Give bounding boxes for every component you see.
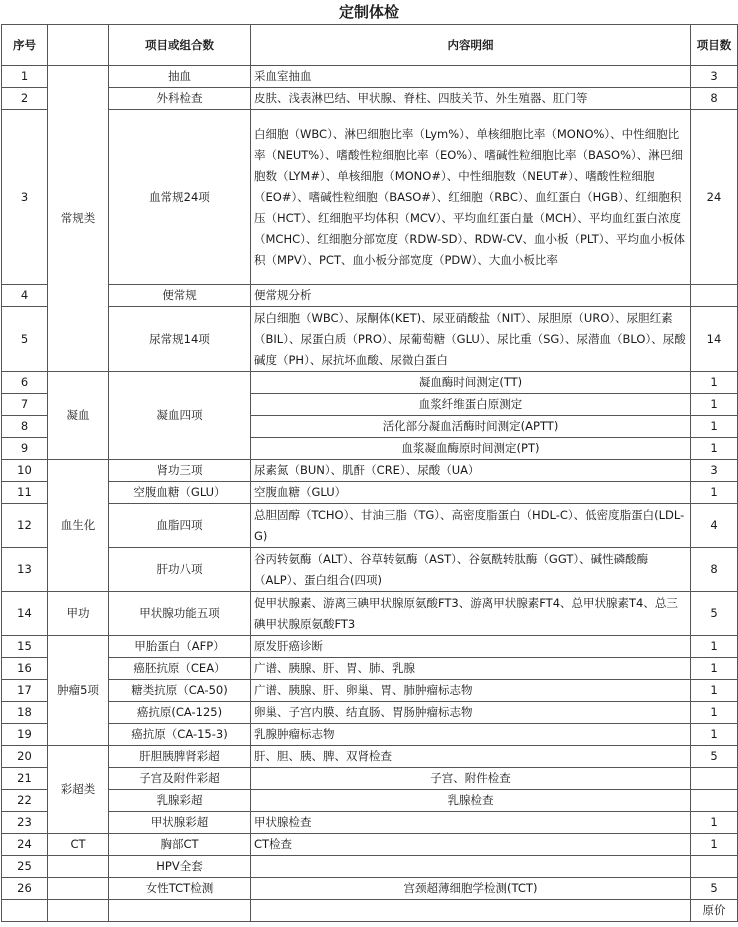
row-detail: 广谱、胰腺、肝、卵巢、胃、肺肿瘤标志物 xyxy=(251,680,691,702)
row-item: HPV全套 xyxy=(109,856,251,878)
row-detail: 乳腺肿瘤标志物 xyxy=(251,724,691,746)
row-no: 9 xyxy=(2,438,48,460)
row-item: 空腹血糖（GLU） xyxy=(109,482,251,504)
row-no: 15 xyxy=(2,636,48,658)
row-item: 肝功八项 xyxy=(109,548,251,592)
table-row xyxy=(2,658,738,680)
category-cell: 凝血 xyxy=(48,372,109,460)
category-cell xyxy=(48,878,109,900)
row-detail: 甲状腺检查 xyxy=(251,812,691,834)
original-price-label: 原价 xyxy=(691,900,738,922)
table-row xyxy=(2,110,738,285)
row-no: 17 xyxy=(2,680,48,702)
row-count: 1 xyxy=(691,482,738,504)
header-detail: 内容明细 xyxy=(251,25,691,66)
row-item: 乳腺彩超 xyxy=(109,790,251,812)
row-detail: 白细胞（WBC）、淋巴细胞比率（Lym%）、单核细胞比率（MONO%）、中性细胞比率（NEUT%）、嗜酸性粒细胞比率（EO%）、嗜碱性粒细胞比率（BASO%）、淋巴细胞数（LYM#）、单核细胞（MONO#）、中性细胞数（NEUT#）、嗜酸性粒细胞（EO#）、嗜碱性粒细胞（BASO#）、红细胞（RBC）、血红蛋白（HGB）、红细胞积压（HCT）、红细胞平均体积（MCV）、平均血红蛋白量（MCH）、平均血红蛋白浓度（MCHC）、红细胞分部宽度（RDW-SD）、RDW-CV、血小板（PLT）、平均血小板体积（MPV）、PCT、血小板分部宽度（PDW）、大血小板比率 xyxy=(251,110,691,285)
header-no: 序号 xyxy=(2,25,48,66)
header-category xyxy=(48,25,109,66)
table-row xyxy=(2,88,738,110)
row-count: 14 xyxy=(691,307,738,372)
category-cell: CT xyxy=(48,834,109,856)
header-count: 项目数 xyxy=(691,25,738,66)
footer-empty-cell xyxy=(2,900,48,922)
row-count: 1 xyxy=(691,438,738,460)
checkup-table xyxy=(1,24,738,922)
row-no: 11 xyxy=(2,482,48,504)
row-detail xyxy=(251,856,691,878)
row-no: 20 xyxy=(2,746,48,768)
row-no: 1 xyxy=(2,66,48,88)
row-count: 5 xyxy=(691,592,738,636)
row-no: 8 xyxy=(2,416,48,438)
row-detail: 肝、胆、胰、脾、双肾检查 xyxy=(251,746,691,768)
table-row xyxy=(2,680,738,702)
row-count: 4 xyxy=(691,504,738,548)
row-item: 尿常规14项 xyxy=(109,307,251,372)
row-count: 1 xyxy=(691,724,738,746)
row-count: 3 xyxy=(691,460,738,482)
row-detail: 乳腺检查 xyxy=(251,790,691,812)
table-row xyxy=(2,548,738,592)
row-count: 5 xyxy=(691,746,738,768)
row-detail: 卵巢、子宫内膜、结直肠、胃肠肿瘤标志物 xyxy=(251,702,691,724)
table-row xyxy=(2,307,738,372)
category-cell: 常规类 xyxy=(48,66,109,372)
row-no: 14 xyxy=(2,592,48,636)
row-count xyxy=(691,768,738,790)
row-no: 21 xyxy=(2,768,48,790)
row-detail: 促甲状腺素、游离三碘甲状腺原氨酸FT3、游离甲状腺素FT4、总甲状腺素T4、总三碘甲状腺原氨酸FT3 xyxy=(251,592,691,636)
row-no: 10 xyxy=(2,460,48,482)
row-no: 2 xyxy=(2,88,48,110)
row-count: 1 xyxy=(691,834,738,856)
table-row xyxy=(2,834,738,856)
row-item: 甲胎蛋白（AFP） xyxy=(109,636,251,658)
row-count: 1 xyxy=(691,702,738,724)
row-count xyxy=(691,790,738,812)
table-row xyxy=(2,460,738,482)
row-detail: 血浆凝血酶原时间测定(PT) xyxy=(251,438,691,460)
row-detail: 便常规分析 xyxy=(251,285,691,307)
table-row xyxy=(2,768,738,790)
row-no: 23 xyxy=(2,812,48,834)
row-count: 1 xyxy=(691,680,738,702)
row-detail: 子宫、附件检查 xyxy=(251,768,691,790)
row-no: 4 xyxy=(2,285,48,307)
row-count xyxy=(691,285,738,307)
row-detail: 谷丙转氨酶（ALT）、谷草转氨酶（AST）、谷氨酰转肽酶（GGT）、碱性磷酸酶（ALP）、蛋白组合(四项) xyxy=(251,548,691,592)
row-item: 肝胆胰脾肾彩超 xyxy=(109,746,251,768)
category-cell: 肿瘤5项 xyxy=(48,636,109,746)
row-detail: 宫颈超薄细胞学检测(TCT) xyxy=(251,878,691,900)
table-row xyxy=(2,372,738,394)
row-count: 1 xyxy=(691,812,738,834)
row-count xyxy=(691,856,738,878)
row-item: 血常规24项 xyxy=(109,110,251,285)
table-row xyxy=(2,812,738,834)
row-detail: 空腹血糖（GLU） xyxy=(251,482,691,504)
row-item: 癌抗原(CA-125) xyxy=(109,702,251,724)
row-item: 凝血四项 xyxy=(109,372,251,460)
row-no: 3 xyxy=(2,110,48,285)
row-no: 12 xyxy=(2,504,48,548)
row-item: 外科检查 xyxy=(109,88,251,110)
row-count: 1 xyxy=(691,416,738,438)
row-no: 13 xyxy=(2,548,48,592)
row-count: 1 xyxy=(691,636,738,658)
row-item: 血脂四项 xyxy=(109,504,251,548)
row-detail: 原发肝癌诊断 xyxy=(251,636,691,658)
row-item: 抽血 xyxy=(109,66,251,88)
table-row xyxy=(2,285,738,307)
table-row xyxy=(2,592,738,636)
category-cell: 彩超类 xyxy=(48,746,109,834)
table-row xyxy=(2,878,738,900)
row-no: 16 xyxy=(2,658,48,680)
table-row xyxy=(2,724,738,746)
row-no: 7 xyxy=(2,394,48,416)
header-row xyxy=(2,25,738,66)
row-count: 1 xyxy=(691,372,738,394)
footer-row xyxy=(2,900,738,922)
row-detail: 总胆固醇（TCHO）、甘油三脂（TG）、高密度脂蛋白（HDL-C）、低密度脂蛋白(LDL-G) xyxy=(251,504,691,548)
row-no: 18 xyxy=(2,702,48,724)
row-item: 肾功三项 xyxy=(109,460,251,482)
row-no: 26 xyxy=(2,878,48,900)
row-count: 8 xyxy=(691,88,738,110)
row-detail: 活化部分凝血活酶时间测定(APTT) xyxy=(251,416,691,438)
row-detail: 尿素氮（BUN）、肌酐（CRE）、尿酸（UA） xyxy=(251,460,691,482)
table-row xyxy=(2,482,738,504)
category-cell xyxy=(48,856,109,878)
row-detail: 血浆纤维蛋白原测定 xyxy=(251,394,691,416)
row-item: 子宫及附件彩超 xyxy=(109,768,251,790)
category-cell: 血生化 xyxy=(48,460,109,592)
row-item: 胸部CT xyxy=(109,834,251,856)
table-row xyxy=(2,702,738,724)
row-count: 24 xyxy=(691,110,738,285)
row-detail: 凝血酶时间测定(TT) xyxy=(251,372,691,394)
table-row xyxy=(2,66,738,88)
footer-empty-cell xyxy=(109,900,251,922)
table-row xyxy=(2,790,738,812)
row-no: 19 xyxy=(2,724,48,746)
header-item: 项目或组合数 xyxy=(109,25,251,66)
row-item: 甲状腺功能五项 xyxy=(109,592,251,636)
row-item: 糖类抗原（CA-50) xyxy=(109,680,251,702)
row-detail: 皮肤、浅表淋巴结、甲状腺、脊柱、四肢关节、外生殖器、肛门等 xyxy=(251,88,691,110)
footer-empty-cell xyxy=(48,900,109,922)
table-row xyxy=(2,856,738,878)
row-detail: CT检查 xyxy=(251,834,691,856)
row-detail: 广谱、胰腺、肝、胃、肺、乳腺 xyxy=(251,658,691,680)
table-row xyxy=(2,746,738,768)
row-count: 5 xyxy=(691,878,738,900)
page-title: 定制体检 xyxy=(338,3,399,21)
row-item: 癌胚抗原（CEA） xyxy=(109,658,251,680)
footer-empty-cell xyxy=(251,900,691,922)
row-detail: 尿白细胞（WBC）、尿酮体(KET)、尿亚硝酸盐（NIT）、尿胆原（URO）、尿胆红素（BIL）、尿蛋白质（PRO）、尿葡萄糖（GLU）、尿比重（SG）、尿潜血（BLO）、尿酸碱度（PH）、尿抗坏血酸、尿微白蛋白 xyxy=(251,307,691,372)
row-no: 25 xyxy=(2,856,48,878)
row-no: 6 xyxy=(2,372,48,394)
table-row xyxy=(2,504,738,548)
row-count: 1 xyxy=(691,658,738,680)
row-item: 便常规 xyxy=(109,285,251,307)
row-count: 1 xyxy=(691,394,738,416)
row-detail: 采血室抽血 xyxy=(251,66,691,88)
category-cell: 甲功 xyxy=(48,592,109,636)
row-count: 8 xyxy=(691,548,738,592)
row-no: 24 xyxy=(2,834,48,856)
row-no: 5 xyxy=(2,307,48,372)
row-count: 3 xyxy=(691,66,738,88)
row-item: 甲状腺彩超 xyxy=(109,812,251,834)
row-item: 癌抗原（CA-15-3) xyxy=(109,724,251,746)
table-row xyxy=(2,636,738,658)
row-no: 22 xyxy=(2,790,48,812)
row-item: 女性TCT检测 xyxy=(109,878,251,900)
